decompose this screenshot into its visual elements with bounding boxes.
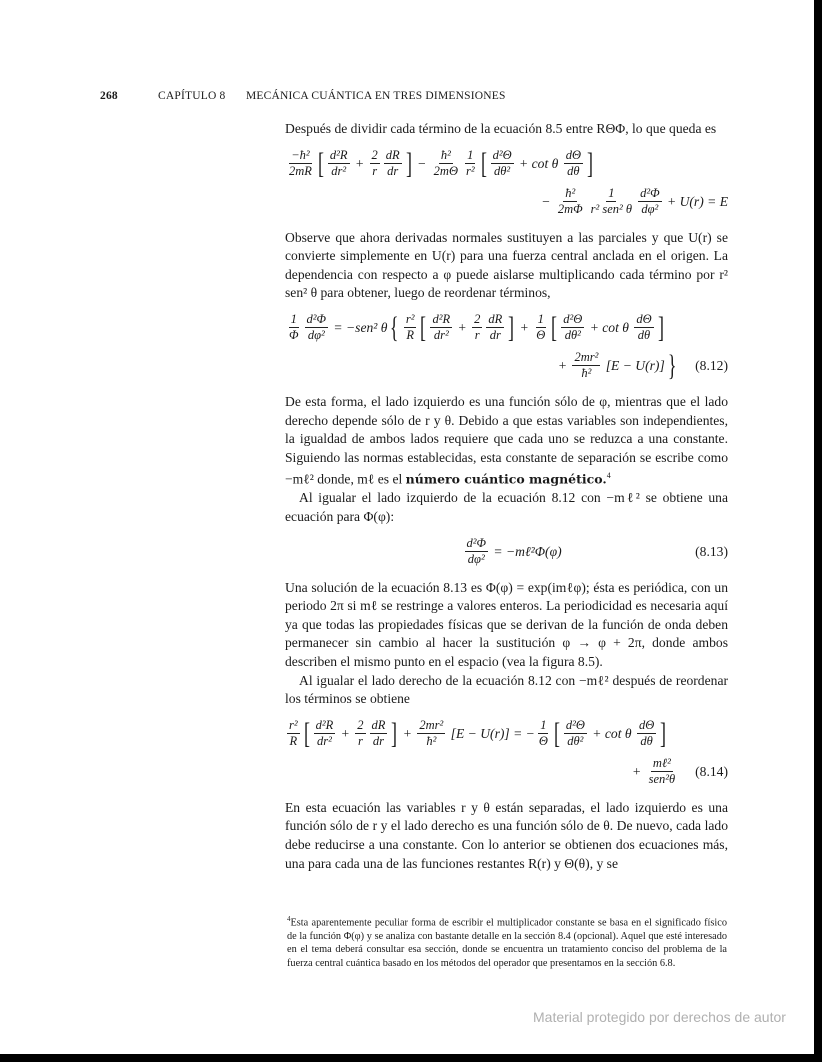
- fraction: [370, 148, 380, 179]
- fraction: [561, 312, 584, 343]
- math-term: +: [554, 357, 571, 373]
- equation-line: [285, 753, 728, 791]
- bracket: }: [667, 348, 677, 382]
- bracket: ]: [660, 716, 667, 750]
- denominator: sen²θ: [648, 772, 676, 787]
- equation-number: (8.13): [695, 543, 728, 559]
- fraction: [637, 718, 656, 749]
- equation-separated: [285, 145, 728, 221]
- equation-line: [285, 533, 728, 571]
- numerator: d²R: [432, 312, 451, 327]
- paragraph-text: Una solución de la ecuación 8.13 es Φ(φ) = exp(imℓφ); ésta es periódica, con un periodo 2π si mℓ se restringe a valores enteros. La periodicidad es necesaria aquí ya que todas las propiedades físicas que se derivan de la función de onda deben permanecer sin cambio al hacer la sustitución φ → φ + 2π, donde ambos describen el mismo punto en el espacio (vea la figura 8.5).: [285, 579, 728, 670]
- math-term: [E − U(r)] = −: [447, 725, 535, 741]
- equation-line: [285, 145, 728, 183]
- numerator: 2: [474, 312, 481, 327]
- chapter-label: CAPÍTULO 8: [158, 90, 226, 102]
- bracket: ]: [657, 310, 664, 344]
- paragraph-text-run: De esta forma, el lado izquierdo es una función sólo de φ, mientras que el lado derecho depende sólo de r y θ. Debido a que estas variables son independientes, la igualdad de ambos lados requiere que cada uno se reduzca a una constante. Siguiendo las normas establecidas, esta constante de separación se escribe como −mℓ² donde, mℓ es el: [285, 393, 728, 487]
- denominator: dφ²: [467, 552, 485, 567]
- math-term: +: [628, 763, 645, 779]
- numerator: 2mr²: [419, 718, 444, 733]
- fraction: [638, 186, 662, 217]
- bracket: ]: [391, 716, 398, 750]
- math-term: +: [399, 725, 416, 741]
- denominator: Φ: [289, 328, 299, 343]
- paragraph-5: [285, 579, 728, 709]
- fraction: [328, 148, 350, 179]
- math-term: + cot θ: [588, 725, 635, 741]
- numerator: d²Θ: [563, 312, 583, 327]
- math-term: + cot θ: [586, 319, 633, 335]
- bracket: {: [390, 310, 399, 344]
- paragraph-6: Al igualar el lado derecho de la ecuación 8.12 con −mℓ² después de reordenar los términos se obtiene: [285, 672, 728, 707]
- bracket: [: [303, 716, 310, 750]
- fraction: [287, 312, 301, 343]
- denominator: Θ: [536, 328, 546, 343]
- numerator: 2: [371, 148, 378, 163]
- footnote-text: Esta aparentemente peculiar forma de escribir el multiplicador constante se basa en el significado físico de la función Φ(φ) y se analiza con bastante detalle en la sección 8.4 (opcional). Aquel que esté interesado en el tema deberá consultar esa sección, donde se encuentra un tratamiento conciso del problema de la fuerza central cuántica basado en los métodos del operador que presentamos en la sección 6.8.: [287, 917, 727, 969]
- bracket: [: [551, 310, 558, 344]
- fraction: [417, 718, 445, 749]
- math-term: = −mℓ²Φ(φ): [490, 543, 562, 559]
- numerator: 1: [467, 148, 474, 163]
- numerator: mℓ²: [652, 756, 671, 771]
- fraction: [556, 186, 585, 217]
- math-term: +: [351, 155, 368, 171]
- fraction: [384, 148, 402, 179]
- equation-8-13: [285, 533, 728, 571]
- numerator: dΘ: [638, 718, 655, 733]
- page-number: 268: [100, 90, 118, 102]
- denominator: dθ²: [564, 328, 581, 343]
- footnote-ref[interactable]: 4: [606, 471, 611, 481]
- math-term: −: [413, 155, 430, 171]
- denominator: dφ²: [641, 202, 659, 217]
- fraction: [647, 756, 678, 787]
- key-term: número cuántico magnético.: [405, 471, 607, 487]
- equation-8-12: [285, 309, 728, 385]
- fraction: [589, 186, 634, 217]
- math-term: −: [537, 193, 554, 209]
- bracket: [: [420, 310, 427, 344]
- numerator: ħ²: [440, 148, 451, 163]
- denominator: dr: [489, 328, 501, 343]
- fraction: [472, 312, 482, 343]
- numerator: 1: [540, 718, 547, 733]
- numerator: dR: [385, 148, 400, 163]
- running-header: [100, 90, 822, 108]
- denominator: dr: [372, 734, 384, 749]
- numerator: dΘ: [565, 148, 581, 163]
- fraction: [572, 350, 600, 381]
- denominator: dr²: [433, 328, 449, 343]
- copyright-watermark: Material protegido por derechos de autor: [533, 1009, 786, 1026]
- denominator: r: [372, 164, 378, 179]
- equation-number: (8.12): [695, 357, 728, 373]
- denominator: dθ: [637, 328, 651, 343]
- denominator: dθ: [640, 734, 653, 749]
- denominator: ħ²: [581, 366, 592, 381]
- fraction: [430, 312, 452, 343]
- fraction: [534, 312, 547, 343]
- equation-number: (8.14): [695, 763, 728, 779]
- numerator: ħ²: [565, 186, 576, 201]
- numerator: d²R: [315, 718, 334, 733]
- bracket: [: [317, 146, 324, 180]
- denominator: 2mΘ: [433, 164, 458, 179]
- paragraph-3: [285, 393, 728, 527]
- denominator: dθ²: [567, 734, 584, 749]
- bracket: [: [480, 146, 487, 180]
- bracket: ]: [508, 310, 515, 344]
- bracket: ]: [586, 146, 593, 180]
- fraction: [564, 718, 587, 749]
- equation-body: [463, 536, 562, 567]
- numerator: −ħ²: [291, 148, 310, 163]
- denominator: r: [357, 734, 363, 749]
- chapter-title: MECÁNICA CUÁNTICA EN TRES DIMENSIONES: [246, 90, 506, 102]
- fraction: [404, 312, 417, 343]
- footnote: [287, 913, 727, 970]
- fraction: [370, 718, 388, 749]
- numerator: dR: [488, 312, 503, 327]
- paragraph-1: [285, 120, 728, 139]
- math-term: [E − U(r)]: [602, 357, 665, 373]
- math-term: = −sen² θ: [330, 319, 388, 335]
- fraction: [287, 718, 300, 749]
- equation-line: [285, 347, 728, 385]
- denominator: 2mR: [289, 164, 312, 179]
- numerator: d²Φ: [466, 536, 487, 551]
- fraction: [465, 536, 489, 567]
- fraction: [537, 718, 550, 749]
- fraction: [491, 148, 514, 179]
- paragraph-text: En esta ecuación las variables r y θ están separadas, el lado izquierdo es una función sólo de r y el lado derecho es una función sólo de θ. De nuevo, cada lado debe reducirse a una constante. Con lo anterior se obtienen dos ecuaciones más, una para cada una de las funciones restantes R(r) y Θ(θ), y se: [285, 799, 728, 871]
- denominator: R: [406, 328, 414, 343]
- numerator: 1: [290, 312, 297, 327]
- denominator: dθ: [567, 164, 580, 179]
- paragraph-text: [285, 393, 728, 490]
- denominator: Θ: [538, 734, 548, 749]
- fraction: [486, 312, 504, 343]
- equation-line: [285, 715, 728, 753]
- bracket: ]: [405, 146, 412, 180]
- numerator: r²: [289, 718, 298, 733]
- denominator: dφ²: [307, 328, 325, 343]
- math-term: +: [454, 319, 471, 335]
- math-term: + U(r) = E: [663, 193, 728, 209]
- denominator: dθ²: [494, 164, 511, 179]
- equation-line: [285, 309, 728, 347]
- paragraph-text: Después de dividir cada término de la ecuación 8.5 entre RΘΦ, lo que queda es: [285, 121, 717, 136]
- paragraph-7: [285, 799, 728, 873]
- text-column: [285, 120, 728, 873]
- numerator: d²R: [329, 148, 348, 163]
- denominator: r: [474, 328, 480, 343]
- fraction: [305, 312, 329, 343]
- numerator: 1: [537, 312, 544, 327]
- numerator: 1: [608, 186, 615, 201]
- paragraph-2: [285, 229, 728, 303]
- equation-8-14: [285, 715, 728, 791]
- numerator: 2: [357, 718, 364, 733]
- equation-line: [285, 183, 728, 221]
- fraction: [464, 148, 477, 179]
- denominator: dr: [387, 164, 399, 179]
- numerator: dR: [371, 718, 386, 733]
- viewer-border-right: [814, 0, 822, 1062]
- denominator: R: [289, 734, 298, 749]
- numerator: dΘ: [636, 312, 652, 327]
- denominator: dr²: [317, 734, 332, 749]
- math-term: +: [516, 319, 533, 335]
- numerator: d²Θ: [492, 148, 512, 163]
- fraction: [564, 148, 583, 179]
- numerator: r²: [405, 312, 415, 327]
- numerator: d²Φ: [640, 186, 660, 201]
- paragraph-4: Al igualar el lado izquierdo de la ecuación 8.12 con −mℓ² se obtiene una ecuación para Φ(φ):: [285, 490, 728, 525]
- denominator: dr²: [331, 164, 347, 179]
- fraction: [432, 148, 460, 179]
- denominator: r² sen² θ: [590, 202, 633, 217]
- numerator: 2mr²: [574, 350, 599, 365]
- fraction: [355, 718, 365, 749]
- fraction: [314, 718, 336, 749]
- numerator: d²Θ: [565, 718, 585, 733]
- fraction: [634, 312, 653, 343]
- footnote-marker: 4: [287, 915, 291, 924]
- math-term: +: [337, 725, 354, 741]
- numerator: d²Φ: [306, 312, 327, 327]
- fraction: [287, 148, 314, 179]
- bracket: [: [553, 716, 560, 750]
- viewer-border-bottom: [0, 1054, 822, 1062]
- denominator: r²: [465, 164, 475, 179]
- denominator: ħ²: [426, 734, 437, 749]
- paragraph-text: Observe que ahora derivadas normales sustituyen a las parciales y que U(r) se convierte simplemente en U(r) para una fuerza central anclada en el origen. La dependencia con respecto a φ puede aislarse multiplicando cada término por r² sen² θ para obtener, luego de reordenar términos,: [285, 229, 728, 301]
- denominator: 2mΦ: [557, 202, 583, 217]
- math-term: + cot θ: [515, 155, 562, 171]
